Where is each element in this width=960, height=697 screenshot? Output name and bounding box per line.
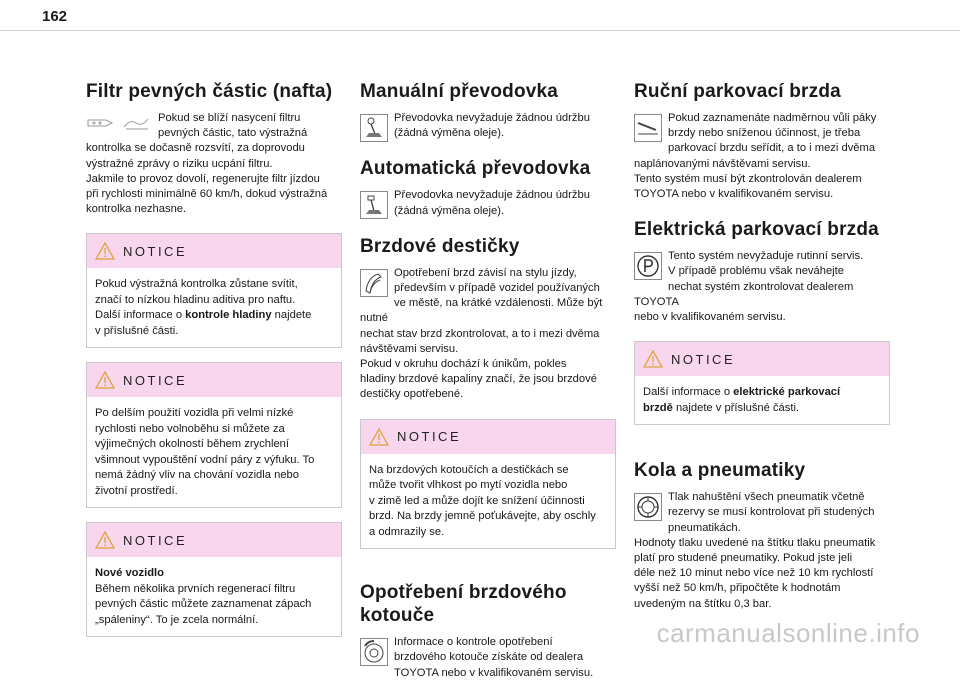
text-line: Tento systém musí být zkontrolován dealerem <box>634 172 862 185</box>
text-line <box>95 308 333 324</box>
column-1 <box>86 80 342 651</box>
text-line: a odmrazily se. <box>369 525 445 538</box>
text-line: (žádná výměna oleje). <box>394 127 505 140</box>
text-line: Informace o kontrole opotřebení <box>394 636 553 649</box>
warning-triangle-icon <box>369 428 389 446</box>
text-line: životní prostředí. <box>95 484 178 497</box>
section-automatic-gearbox <box>360 157 616 222</box>
brake-disc-icon <box>360 638 388 666</box>
text-line: platí pro studené pneumatiky. Pokud jste jeli <box>634 552 853 565</box>
text-line: nebo v kvalifikovaném servisu. <box>634 311 786 324</box>
automatic-gearbox-title: Automatická převodovka <box>360 158 591 180</box>
text-line: „spáleniny“. To je zcela normální. <box>95 613 259 626</box>
text-line: značí to nízkou hladinu aditiva pro naftu. <box>95 293 296 306</box>
text-line: brzdového kotouče získáte od dealera <box>394 651 584 664</box>
wheels-tyres-title: Kola a pneumatiky <box>634 460 806 482</box>
bold-term: elektrické parkovací <box>733 386 841 399</box>
text-line: (žádná výměna oleje). <box>394 204 505 217</box>
text-line: brzd. Na brzdy jemně poťukávejte, aby oschly <box>369 510 596 523</box>
text-line: Během několika prvních regenerací filtru <box>95 582 296 595</box>
text-line: výjimečných okolností během zrychlení <box>95 438 290 451</box>
warning-triangle-icon <box>95 531 115 549</box>
parking-brake-p-icon <box>634 252 662 280</box>
text-line: vyšší než 50 km/h, připočtěte k hodnotám <box>634 582 841 595</box>
text-line: Opotřebení brzd závisí na stylu jízdy, <box>394 266 577 279</box>
notice-title: NOTICE <box>123 532 188 548</box>
section-manual-gearbox <box>360 80 616 145</box>
text-line: naplánovanými návštěvami servisu. <box>634 157 811 170</box>
text-line <box>643 385 881 401</box>
text-line: Na brzdových kotoučích a destičkách se <box>369 463 569 476</box>
brake-pads-title: Brzdové destičky <box>360 235 520 257</box>
text-line: Pokud v okruhu dochází k únikům, pokles <box>360 358 567 371</box>
text-line: Po delším použití vozidla při velmi nízké <box>95 407 294 420</box>
bold-heading: Nové vozidlo <box>95 567 164 580</box>
text-line: hladiny brzdové kapaliny značí, že jsou brzdové <box>360 373 597 386</box>
title-line: kotouče <box>360 605 435 627</box>
page-number: 162 <box>42 8 68 25</box>
text-span: najdete v příslušné části. <box>672 401 800 414</box>
warning-triangle-icon <box>95 371 115 389</box>
text-line: Jakmile to provoz dovolí, regenerujte filtr jízdou <box>86 172 320 185</box>
watermark: carmanualsonline.info <box>656 618 920 648</box>
text-line: Pokud zaznamenáte nadměrnou vůli páky <box>668 112 877 124</box>
text-line: rychlosti nebo volnoběhu si můžete za <box>95 422 285 435</box>
notice-box-additive <box>86 233 342 348</box>
text-line: pevných částic, tato výstražná <box>158 127 308 140</box>
text-line: uvedeným na štítku 0,3 bar. <box>634 597 772 610</box>
bold-term: kontrole hladiny <box>185 309 272 322</box>
notice-box-water-vapour <box>86 362 342 508</box>
gear-lever-icon <box>360 114 388 142</box>
notice-title: NOTICE <box>671 351 736 367</box>
top-divider <box>0 30 960 31</box>
text-line: TOYOTA nebo v kvalifikovaném servisu. <box>394 666 594 679</box>
warning-triangle-icon <box>95 242 115 260</box>
section-brake-disc-wear <box>360 563 616 685</box>
text-line: Hodnoty tlaku uvedené na štítku tlaku pneumatik <box>634 536 876 549</box>
text-line: Pokud se blíží nasycení filtru <box>158 112 301 124</box>
text-line: ve městě, na krátké vzdálenosti. Může být nutné <box>360 297 603 325</box>
brake-pad-icon <box>360 269 388 297</box>
text-line: Tento systém nevyžaduje rutinní servis. <box>668 250 864 263</box>
text-line: nechat systém zkontrolovat dealerem TOYOTA <box>634 280 854 308</box>
section-particle-filter <box>86 80 342 221</box>
text-line: nechat stav brzd zkontrolovat, a to i mezi dvěma <box>360 327 600 340</box>
text-line: nemá žádný vliv na chování vozidla nebo <box>95 469 299 482</box>
text-line <box>643 401 881 417</box>
warning-triangle-icon <box>643 350 663 368</box>
section-hand-brake <box>634 80 890 206</box>
text-line: parkovací brzdu seřídit, a to i mezi dvěma <box>668 142 876 155</box>
section-wheels-tyres <box>634 439 890 616</box>
notice-box-brake-moisture <box>360 419 616 550</box>
text-line: návštěvami servisu. <box>360 342 459 355</box>
text-line: především v případě vozidel používaných <box>394 282 600 295</box>
particle-filter-warning-icon <box>86 114 152 132</box>
particle-filter-title: Filtr pevných částic (nafta) <box>86 81 333 102</box>
text-line: déle než 10 minut nebo více než 10 km rychlostí <box>634 567 874 580</box>
text-line: Pokud výstražná kontrolka zůstane svítit, <box>95 278 298 291</box>
text-line: pevných částic můžete zaznamenat zápach <box>95 598 312 611</box>
text-line: v příslušné části. <box>95 324 179 337</box>
manual-gearbox-title: Manuální převodovka <box>360 81 559 102</box>
notice-title: NOTICE <box>123 372 188 388</box>
text-line: brzdy nebo sníženou účinnost, je třeba <box>668 127 861 140</box>
title-line: Opotřebení brzdového <box>360 582 567 604</box>
column-3 <box>634 80 890 628</box>
text-line: destičky opotřebené. <box>360 388 464 401</box>
text-line: výstražné zprávy o riziku ucpání filtru. <box>86 157 273 170</box>
text-span: Další informace o <box>95 309 186 322</box>
text-span: Další informace o <box>643 386 734 399</box>
hand-brake-title: Ruční parkovací brzda <box>634 81 841 102</box>
text-line: Tlak nahuštění všech pneumatik včetně <box>668 491 865 504</box>
electric-parking-brake-title: Elektrická parkovací brzda <box>634 219 879 241</box>
notice-title: NOTICE <box>123 243 188 259</box>
notice-box-electric-parking-brake <box>634 341 890 425</box>
text-line: pneumatikách. <box>668 521 741 534</box>
bold-term: brzdě <box>643 401 673 414</box>
text-line: Převodovka nevyžaduje žádnou údržbu <box>394 189 590 202</box>
section-electric-parking-brake <box>634 218 890 329</box>
text-line: při rychlosti minimálně 60 km/h, dokud výstražná <box>86 188 328 201</box>
notice-box-new-vehicle <box>86 522 342 637</box>
section-brake-pads <box>360 235 616 407</box>
text-line: TOYOTA nebo v kvalifikovaném servisu. <box>634 188 834 201</box>
text-line: v zimě led a může dojít ke snížení účinnosti <box>369 494 585 507</box>
text-line: všimnout vypouštění vodní páry z výfuku. To <box>95 453 315 466</box>
tyre-icon <box>634 493 662 521</box>
text-line: Převodovka nevyžaduje žádnou údržbu <box>394 112 590 124</box>
hand-brake-lever-icon <box>634 114 662 142</box>
text-line: V případě problému však neváhejte <box>668 265 845 278</box>
text-span: najdete <box>271 309 312 322</box>
text-line: kontrolka se dočasně rozsvítí, za doprovodu <box>86 142 305 155</box>
text-line: rezervy se musí kontrolovat při studených <box>668 506 875 519</box>
notice-title: NOTICE <box>397 429 462 445</box>
automatic-gear-lever-icon <box>360 191 388 219</box>
text-line: může tvořit vlhkost po mytí vozidla nebo <box>369 479 568 492</box>
brake-disc-wear-title <box>360 581 616 627</box>
text-line: kontrolka nezhasne. <box>86 203 187 216</box>
column-2 <box>360 80 616 697</box>
